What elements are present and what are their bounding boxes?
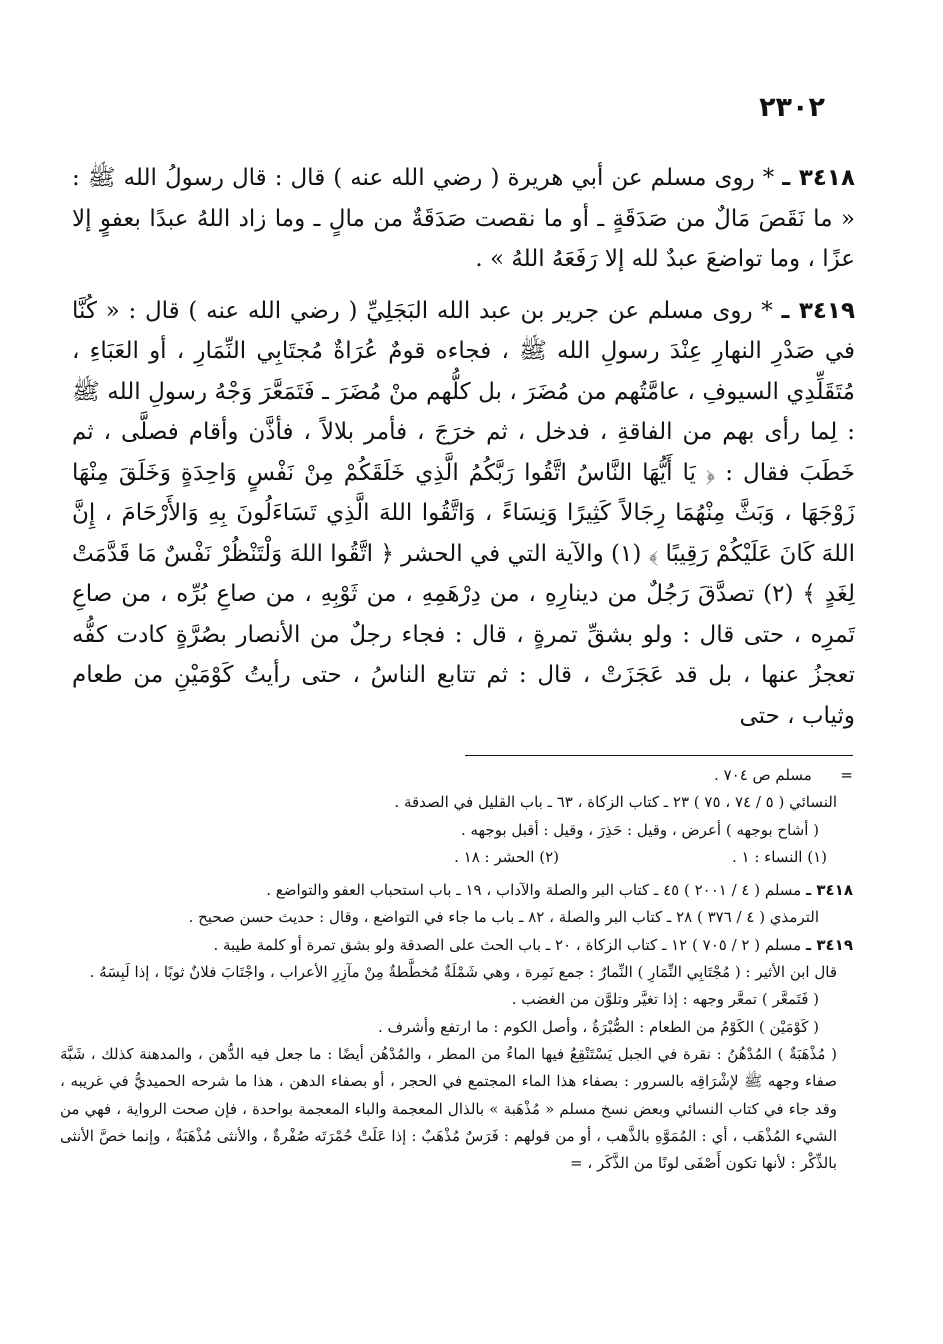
note-3419: [60, 932, 853, 959]
note-line: ( فَتَمعَّر ) تمعَّر وجهه : إذا تغيَّر وتلوَّن من الغضب .: [511, 990, 819, 1009]
footnote-line: النسائي ( ٥ / ٧٤ ، ٧٥ ) ٢٣ ـ كتاب الزكاة ، ٦٣ ـ باب القليل في الصدقة .: [394, 793, 837, 812]
footnote-refs: [60, 844, 853, 871]
hadith-3419: [72, 291, 855, 737]
footnote-line: مسلم ص ٧٠٤ .: [714, 766, 812, 784]
note-line: ( مُذْهَبَةٌ ) المُدْهُنُ : نقرة في الجبل يَسْتَنْقِعُ فيها الماءُ من المطر ، والمُدْهُن أيضًا : ما جعل فيه الدُّهن ، والمدهنة كذلك ، شَبَّهَ صفاء وجهه ﷺ لإشْرَاقِه بالسرور : بصفاء هذا الماء المجتمع في الحجر ، أو بصفاء الدهن ، هذا ما شرحه الحميديُّ في غريبه ، وقد جاء في كتاب النسائي وبعض نسخ مسلم « مُذْهَبة » بالذال المعجمة والباء المعجمة بواحدة ، فإن صحت الرواية ، فهي من الشيء المُذْهَب ، أي : المُمَوَّهِ بالذَّهب ، أو من قولهم : فَرَسٌ مُذْهَبٌ : إذا عَلَتْ حُمْرَتَه صُفْرةٌ ، والأنثى مُذْهَبَةٌ ، وإنما خصَّ الأنثى بالذِّكْر : لأنها تكون أَصْفَى لونًا من الذَّكَر ، =: [60, 1044, 838, 1173]
note-number: ٣٤١٩ ـ: [806, 935, 853, 954]
note-line: ( كَوْمَيْن ) الكَوْمُ من الطعام : الصُّبْرَةُ ، وأصل الكوم : ما ارتفع وأشرف .: [378, 1017, 819, 1036]
note-line: مسلم ( ٢ / ٧٠٥ ) ١٢ ـ كتاب الزكاة ، ٢٠ ـ باب الحث على الصدقة ولو بشق تمرة أو كلمة طيبة .: [213, 935, 802, 954]
hadith-text: * روى مسلم عن أبي هريرة ( رضي الله عنه ) قال : قال رسولُ الله ﷺ : « ما نَقَصَ مَالٌ من صَدَقَةٍ ـ أو ما نقصت صَدَقَةٌ من مالٍ ـ وما زاد اللهُ عبدًا بعفوٍ إلا عزًا ، وما تواضعَ عبدٌ لله إلا رَفَعَهُ اللهُ » .: [72, 165, 855, 272]
hadith-number: ٣٤١٩ ـ: [781, 297, 856, 324]
hadith-3418: [72, 158, 855, 280]
footnotes: [60, 762, 853, 1177]
note-number: ٣٤١٨ ـ: [806, 881, 853, 900]
note-line: قال ابن الأثير : ( مُجْتَابِي النِّمَارِ ) النِّمارُ : جمع نَمِرة ، وهي شَمْلَةٌ مُخطَّطةٌ مِنْ مآزِرِ الأعراب ، واجْتَابَ فلانٌ ثوبًا ، إذا لَبِسَهُ .: [89, 963, 837, 982]
footnote-separator: [465, 755, 853, 756]
continuation-mark: =: [840, 766, 853, 784]
footnote-continuation: [60, 762, 853, 789]
note-3418: [60, 877, 853, 904]
footnote-2: (٢) الحشر : ١٨ .: [454, 847, 559, 866]
note-line: مسلم ( ٤ / ٢٠٠١ ) ٤٥ ـ كتاب البر والصلة والآداب ، ١٩ ـ باب استحباب العفو والتواضع .: [266, 881, 802, 900]
page-number: ٢٣٠٢: [759, 92, 825, 123]
hadith-text: * روى مسلم عن جرير بن عبد الله البَجَلِيِّ ( رضي الله عنه ) قال : « كُنَّا في صَدْرِ النهارِ عِنْدَ رسولِ الله ﷺ ، فجاءه قومٌ عُرَاةٌ مُجتَابِي النِّمَارِ ، أو العَبَاءِ ، مُتَقَلِّدِي السيوفِ ، عامَّتُهم من مُضَرَ ، بل كلُّهم منْ مُضَرَ ـ فَتَمَعَّرَ وَجْهُ رسولِ الله ﷺ : لِما رأى بهم من الفاقةِ ، فدخل ، ثم خرَجَ ، فأمر بلالاً ، فأذَّن وأقام فصلَّى ، ثم خَطَبَ فقال : ﴿ يَا أَيُّهَا النَّاسُ اتَّقُوا رَبَّكُمُ الَّذِي خَلَقَكُمْ مِنْ نَفْسٍ وَاحِدَةٍ وَخَلَقَ مِنْهَا زَوْجَهَا ، وَبَثَّ مِنْهُمَا رِجَالاً كَثِيرًا وَنِسَاءً ، وَاتَّقُوا اللهَ الَّذِي تَسَاءَلُونَ بِهِ وَالأَرْحَامَ ، إِنَّ اللهَ كَانَ عَلَيْكُمْ رَقِيبًا ﴾ (١) والآية التي في الحشر ﴿ اتَّقُوا اللهَ وَلْتَنْظُرْ نَفْسٌ مَا قَدَّمَتْ لِغَدٍ ﴾ (٢) تصدَّقَ رَجُلٌ من دينارِهِ ، من دِرْهَمِهِ ، من ثَوْبِهِ ، من صاعِ بُرِّه ، من صاعِ تَمرِه ، حتى قال : ولو بشقِّ تمرةٍ ، قال : فجاء رجلٌ من الأنصار بصُرَّةٍ كادت كفُّه تعجزُ عنها ، بل قد عَجَزَتْ ، قال : ثم تتابع الناسُ ، حتى رأيتُ كَوْمَيْنِ من طعام وثياب ، حتى: [72, 297, 856, 729]
hadith-number: ٣٤١٨ ـ: [782, 165, 855, 191]
footnote-line: ( أشاح بوجهه ) أعرض ، وقيل : حَذِرَ ، وقيل : أقبل بوجهه .: [460, 820, 819, 839]
main-text: [72, 158, 855, 736]
footnote-1: (١) النساء : ١ .: [731, 847, 827, 866]
note-line: الترمذي ( ٤ / ٣٧٦ ) ٢٨ ـ كتاب البر والصلة ، ٨٢ ـ باب ما جاء في التواضع ، وقال : حديث حسن صحيح .: [188, 908, 819, 927]
